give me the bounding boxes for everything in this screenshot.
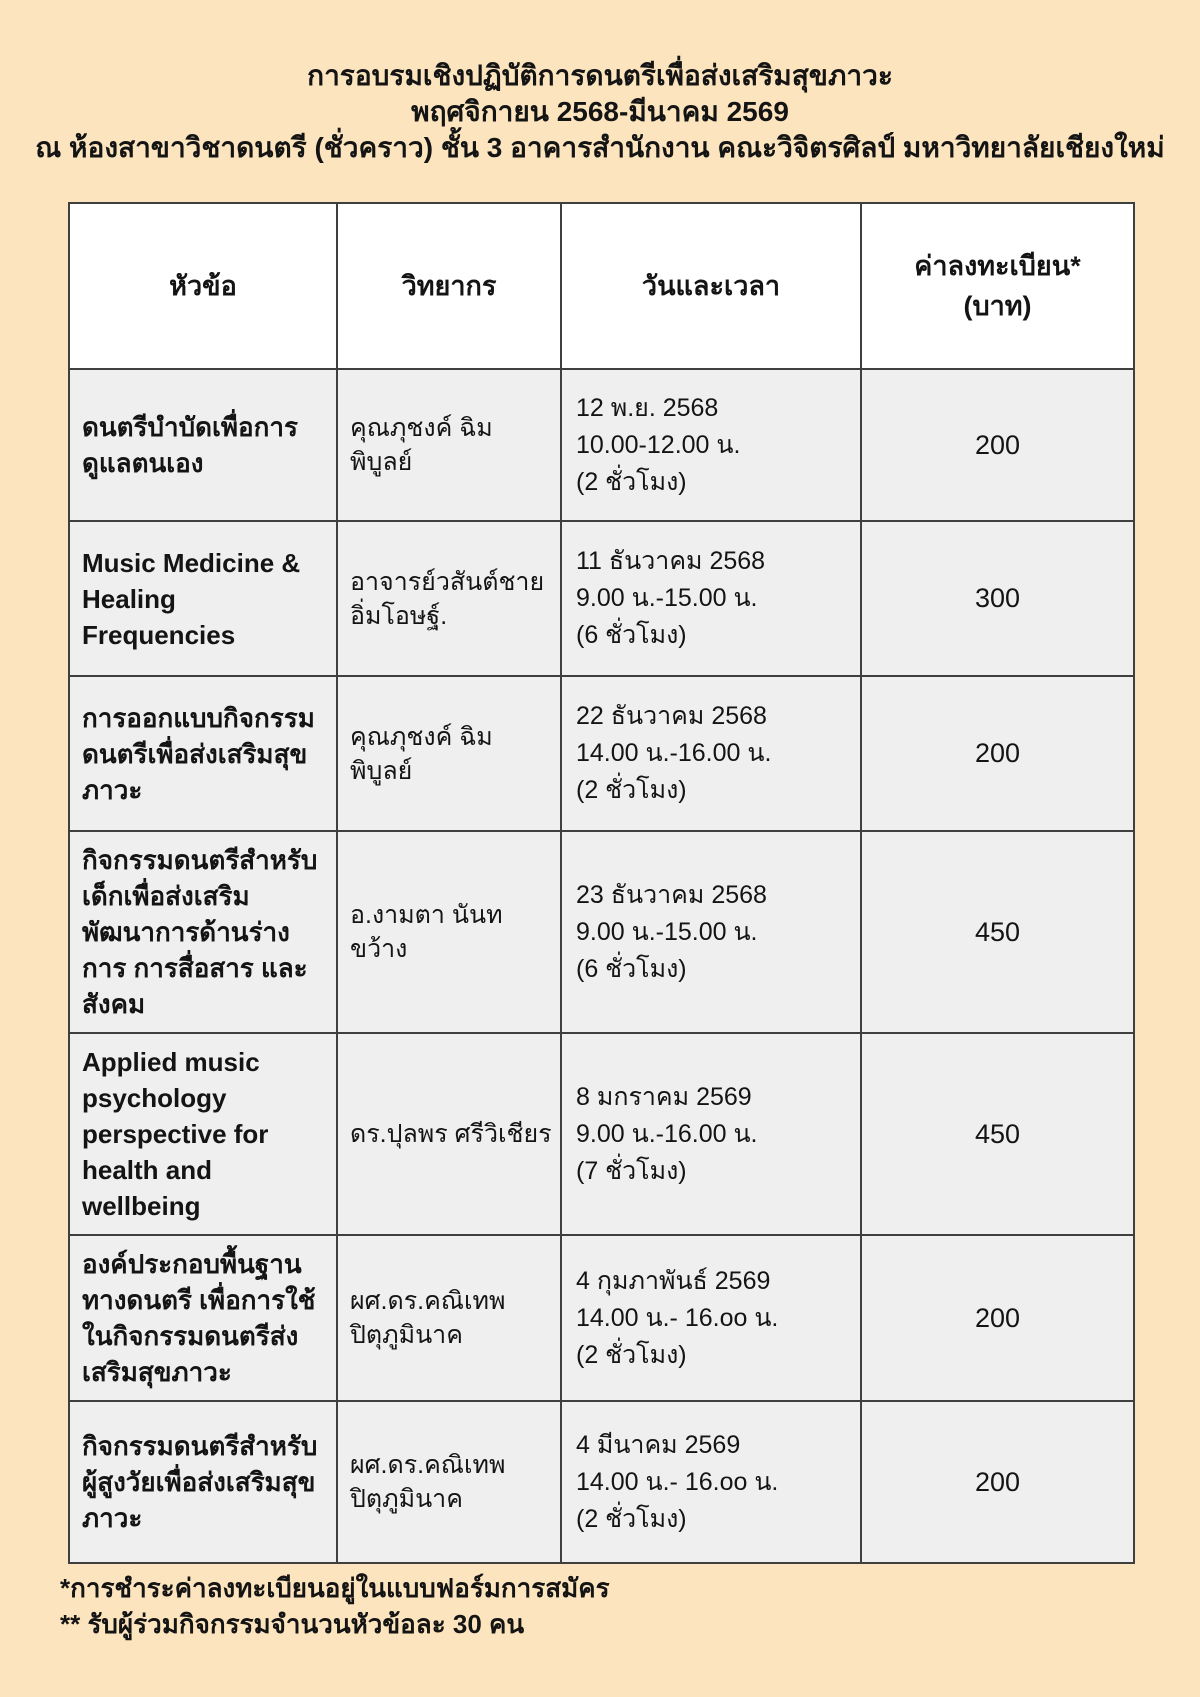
fee-cell: 200 <box>861 1235 1134 1401</box>
date-line: 8 มกราคม 2569 <box>576 1082 752 1111</box>
speaker-cell: คุณภุชงค์ ฉิมพิบูลย์ <box>337 369 561 521</box>
speaker-cell: ผศ.ดร.คณิเทพ ปิตุภูมินาค <box>337 1235 561 1401</box>
title-line-3: ณ ห้องสาขาวิชาดนตรี (ชั่วคราว) ชั้น 3 อาคารสำนักงาน คณะวิจิตรศิลป์ มหาวิทยาลัยเชียงใหม่ <box>35 132 1165 163</box>
column-header-fee <box>861 203 1134 369</box>
topic-cell: ดนตรีบำบัดเพื่อการดูแลตนเอง <box>69 369 337 521</box>
date-line: 22 ธันวาคม 2568 <box>576 702 767 730</box>
datetime-cell <box>561 676 861 831</box>
footnotes <box>60 1570 610 1642</box>
duration-line: (6 ชั่วโมง) <box>576 621 687 649</box>
workshop-schedule-table <box>68 202 1135 1564</box>
datetime-cell <box>561 831 861 1033</box>
datetime-cell <box>561 369 861 521</box>
column-header-fee-line2: (บาท) <box>963 291 1032 321</box>
date-line: 4 กุมภาพันธ์ 2569 <box>576 1266 771 1295</box>
datetime-cell <box>561 521 861 676</box>
table-header-row <box>69 203 1134 369</box>
footnote-payment: *การชำระค่าลงทะเบียนอยู่ในแบบฟอร์มการสมัคร <box>60 1573 610 1603</box>
duration-line: (2 ชั่วโมง) <box>576 776 687 804</box>
column-header-datetime: วันและเวลา <box>561 203 861 369</box>
datetime-cell <box>561 1235 861 1401</box>
footnote-capacity: ** รับผู้ร่วมกิจกรรมจำนวนหัวข้อละ 30 คน <box>60 1609 525 1639</box>
time-line: 14.00 น.- 16.oo น. <box>576 1467 779 1496</box>
fee-cell: 450 <box>861 831 1134 1033</box>
date-line: 4 มีนาคม 2569 <box>576 1430 741 1459</box>
datetime-cell <box>561 1401 861 1563</box>
time-line: 9.00 น.-15.00 น. <box>576 584 758 612</box>
table-row <box>69 831 1134 1033</box>
speaker-cell: อ.งามตา นันทขว้าง <box>337 831 561 1033</box>
title-line-1: การอบรมเชิงปฏิบัติการดนตรีเพื่อส่งเสริมสุขภาวะ <box>307 60 893 91</box>
fee-cell: 200 <box>861 676 1134 831</box>
datetime-cell <box>561 1033 861 1235</box>
date-line: 11 ธันวาคม 2568 <box>576 547 766 575</box>
poster-title <box>0 0 1200 166</box>
speaker-cell: คุณภุชงค์ ฉิมพิบูลย์ <box>337 676 561 831</box>
fee-cell: 200 <box>861 369 1134 521</box>
speaker-cell: ผศ.ดร.คณิเทพ ปิตุภูมินาค <box>337 1401 561 1563</box>
topic-cell: Applied music psychology perspective for health and wellbeing <box>69 1033 337 1235</box>
fee-cell: 300 <box>861 521 1134 676</box>
duration-line: (2 ชั่วโมง) <box>576 467 687 496</box>
time-line: 14.00 น.-16.00 น. <box>576 739 772 767</box>
column-header-fee-line1: ค่าลงทะเบียน* <box>914 251 1081 281</box>
time-line: 10.00-12.00 น. <box>576 430 741 459</box>
topic-cell: องค์ประกอบพื้นฐานทางดนตรี เพื่อการใช้ในกิจกรรมดนตรีส่งเสริมสุขภาวะ <box>69 1235 337 1401</box>
table-row <box>69 1401 1134 1563</box>
column-header-speaker: วิทยากร <box>337 203 561 369</box>
table-row <box>69 521 1134 676</box>
column-header-topic: หัวข้อ <box>69 203 337 369</box>
topic-cell: กิจกรรมดนตรีสำหรับผู้สูงวัยเพื่อส่งเสริมสุขภาวะ <box>69 1401 337 1563</box>
time-line: 9.00 น.-16.00 น. <box>576 1119 758 1148</box>
table-row <box>69 1033 1134 1235</box>
date-line: 12 พ.ย. 2568 <box>576 393 719 422</box>
duration-line: (2 ชั่วโมง) <box>576 1504 687 1533</box>
speaker-cell: อาจารย์วสันต์ชาย อิ่มโอษฐ์. <box>337 521 561 676</box>
topic-cell: การออกแบบกิจกรรมดนตรีเพื่อส่งเสริมสุขภาวะ <box>69 676 337 831</box>
speaker-cell: ดร.ปุลพร ศรีวิเชียร <box>337 1033 561 1235</box>
topic-cell: กิจกรรมดนตรีสำหรับเด็กเพื่อส่งเสริมพัฒนาการด้านร่างการ การสื่อสาร และสังคม <box>69 831 337 1033</box>
duration-line: (7 ชั่วโมง) <box>576 1156 687 1185</box>
title-line-2: พฤศจิกายน 2568-มีนาคม 2569 <box>411 96 789 127</box>
table-row <box>69 1235 1134 1401</box>
time-line: 14.00 น.- 16.oo น. <box>576 1303 779 1332</box>
date-line: 23 ธันวาคม 2568 <box>576 880 767 909</box>
duration-line: (2 ชั่วโมง) <box>576 1340 687 1369</box>
table-row <box>69 676 1134 831</box>
fee-cell: 200 <box>861 1401 1134 1563</box>
table-row <box>69 369 1134 521</box>
time-line: 9.00 น.-15.00 น. <box>576 917 758 946</box>
fee-cell: 450 <box>861 1033 1134 1235</box>
topic-cell: Music Medicine & Healing Frequencies <box>69 521 337 676</box>
duration-line: (6 ชั่วโมง) <box>576 954 687 983</box>
